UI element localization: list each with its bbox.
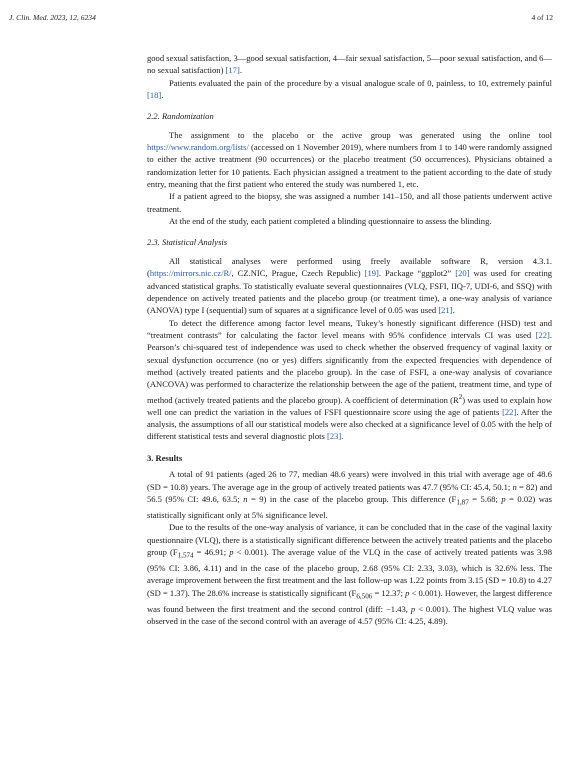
- paragraph-biopsy: If a patient agreed to the biopsy, she was assigned a number 141–150, and all those patients underwent active treatment.: [147, 191, 552, 214]
- text: . After the analysis, the assumptions of all our statistical models were also checked at a significance level of 0.05 with the help of different statistical tests and several diagnostic plots: [147, 406, 552, 442]
- paragraph-vlq: [147, 521, 552, 627]
- italic-n: n: [243, 493, 248, 504]
- paragraph-blinding: At the end of the study, each patient completed a blinding questionnaire to assess the blinding.: [169, 216, 492, 227]
- italic-p: p: [410, 603, 416, 614]
- paragraph-sexual-satisfaction: [147, 52, 552, 77]
- italic-n: n: [512, 481, 517, 492]
- paragraph-pain: [147, 77, 552, 102]
- reference-link-19[interactable]: [19]: [364, 268, 379, 279]
- journal-citation: J. Clin. Med. 2023, 12, 6234: [9, 12, 96, 22]
- text: < 0.001). However, the largest difference was found between the first treatment and the second control (diff: −1.43,: [147, 587, 552, 614]
- text: was used for creating advanced statistical graphs. To statistically evaluate several questionnaires (VLQ, FSFI, IIQ-7, UDI-6, and SSQ) with dependence on actively treated patients and the placebo group (or treatment time), a one-way analysis of variance (ANOVA) type I (sequential) sum of squares at a significance level of 0.05 was used: [147, 268, 552, 316]
- subscript: 1,574: [177, 551, 194, 560]
- text: ) was used to explain how well one can predict the variation in the values of FSFI questionnaire score using the age of patients: [147, 394, 552, 417]
- paragraph-randomization: [147, 129, 552, 191]
- text: To detect the difference among factor level means, Tukey’s honestly significant difference (HSD) test and “treatment contrasts” for calculating the factor level means with 95% confidence intervals CI was used: [147, 317, 552, 340]
- reference-link-22[interactable]: [22]: [535, 329, 550, 340]
- text: Patients evaluated the pain of the procedure by a visual analogue scale of 0, painless, to 10, extremely painful: [169, 77, 552, 88]
- text: = 9) in the case of the placebo group. This difference (F: [247, 493, 457, 504]
- reference-link-17[interactable]: [17]: [225, 65, 240, 76]
- running-header: [9, 11, 553, 23]
- text: (accessed on 1 November 2019), where numbers from 1 to 140 were randomly assigned to either the active treatment (90 occurrences) or the placebo treatment (50 occurrences). Physicians obtained a randomization letter for 10 patients. Each physician assigned a treatment to the patient according to the date of study entry, meaning that the first patient who entered the study was numbered 1, etc.: [147, 142, 552, 190]
- text: = 46.91;: [193, 546, 230, 557]
- text: .: [161, 90, 164, 101]
- text: Due to the results of the one-way analysis of variance, it can be concluded that in the case of the vaginal laxity questionnaire (VLQ), there is a statistically significant difference between the actively treated patients and the placebo group (F: [147, 522, 552, 557]
- reference-link-23[interactable]: [23]: [327, 431, 342, 442]
- text: , CZ.NIC, Prague, Czech Republic): [231, 268, 365, 279]
- text: .: [452, 305, 455, 316]
- text: < 0.001). The average value of the VLQ in the case of actively treated patients was 3.98 (95% CI: 3.86, 4.11) and in the case of the placebo group, 2.68 (95% CI: 2.33, 3.03), which is 32.6% less. The average improvement between the first treatment and the last follow-up was 1.22 points from 3.15 (SD = 10.8) to 4.27 (SD = 1.37). The 28.6% increase is statistically significant (F: [147, 546, 552, 598]
- italic-p: p: [229, 546, 234, 557]
- section-heading-results: 3. Results: [147, 452, 183, 463]
- superscript: 2: [458, 392, 463, 401]
- text: = 82) and 56.5 (95% CI: 49.6, 63.5;: [147, 481, 552, 504]
- italic-p: p: [501, 493, 506, 504]
- subscript: 1,87: [456, 498, 469, 507]
- italic-p: p: [405, 587, 410, 598]
- text: = 0.02) was statistically significant only at 5% significance level.: [147, 493, 552, 520]
- reference-link-22b[interactable]: [22]: [502, 406, 517, 417]
- cran-mirror-link[interactable]: https://mirrors.nic.cz/R/: [149, 268, 232, 279]
- page-number: 4 of 12: [531, 12, 553, 22]
- text: .: [341, 431, 344, 442]
- section-heading-randomization: 2.2. Randomization: [147, 111, 214, 122]
- section-heading-statistical-analysis: 2.3. Statistical Analysis: [147, 237, 228, 248]
- text: .: [239, 65, 242, 76]
- paragraph-software: [147, 255, 552, 317]
- text: good sexual satisfaction, 3—good sexual satisfaction, 4—fair sexual satisfaction, 5—poor sexual satisfaction, and 6—no sexual satisfaction): [147, 53, 552, 76]
- text: < 0.001). The highest VLQ value was observed in the case of the second control with an average of 4.57 (95% CI: 4.25, 4.89).: [147, 603, 553, 627]
- paragraph-tests: [147, 317, 552, 443]
- text: The assignment to the placebo or the active group was generated using the online tool: [169, 129, 552, 140]
- reference-link-21[interactable]: [21]: [438, 305, 453, 316]
- article-body: [147, 52, 552, 627]
- text: A total of 91 patients (aged 26 to 77, median 48.6 years) were involved in this trial with average age of 48.6 (SD = 10.8) years. The average age in the group of actively treated patients was 47.7 (95% CI: 45.4, 50.1;: [147, 469, 552, 492]
- text: All statistical analyses were performed using freely available software R, version 4.3.1. (: [147, 255, 552, 279]
- subscript: 6,506: [356, 592, 373, 601]
- text: = 5.68;: [468, 493, 502, 504]
- reference-link-20[interactable]: [20]: [455, 268, 470, 279]
- random-org-link[interactable]: https://www.random.org/lists/: [147, 142, 249, 153]
- text: = 12.37;: [372, 587, 406, 598]
- paragraph-patients: [147, 468, 552, 521]
- reference-link-18[interactable]: [18]: [147, 90, 162, 101]
- text: . Pearson’s chi-squared test of independence was used to check whether the observed frequency of vaginal laxity or sexual dysfunction occurrence (no or yes) differs significantly from the expected frequencies with dependence of method (actively treated patients and the placebo group). In the case of FSFI, a one-way analysis of covariance (ANCOVA) was performed to characterize the relationship between the age of the patient, treatment time, and type of method (actively treated patients and the placebo group). A coefficient of determination (R: [147, 329, 552, 405]
- text: . Package “ggplot2”: [378, 268, 456, 279]
